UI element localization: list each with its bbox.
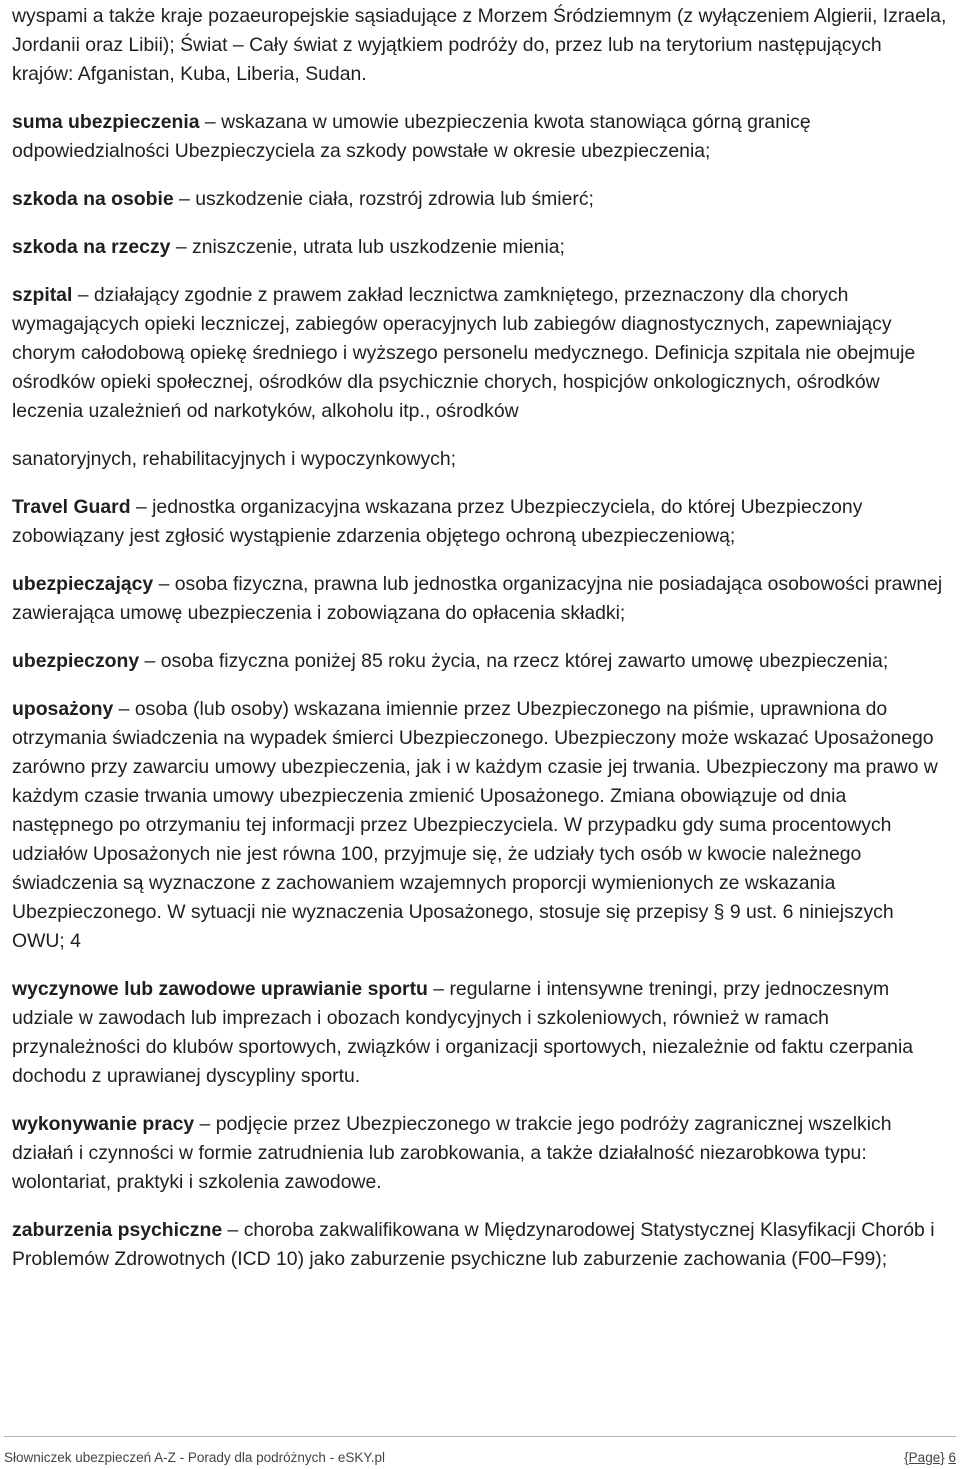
definition-term: uposażony	[12, 698, 114, 720]
definition-travel-guard	[12, 493, 948, 551]
definition-text: – osoba (lub osoby) wskazana imiennie przez Ubezpieczonego na piśmie, uprawniona do otrzymania świadczenia na wypadek śmierci Ubezpieczonego. Ubezpieczony może wskazać Uposażonego zarówno przy zawarciu umowy ubezpieczenia, jak i w każdym czasie jej trwania. Ubezpieczony ma prawo w każdym czasie trwania umowy ubezpieczenia zmienić Uposażonego. Zmiana obowiązuje od dnia następnego po otrzymaniu tej informacji przez Ubezpieczyciela. W przypadku gdy suma procentowych udziałów Uposażonych nie jest równa 100, przyjmuje się, że udziały tych osób w kwocie należnego świadczenia są wyznaczone z zachowaniem wzajemnych proporcji wymienionych ze wskazania Ubezpieczonego. W sytuacji nie wyznaczenia Uposażonego, stosuje się przepisy § 9 ust. 6 niniejszych OWU; 4	[12, 698, 938, 952]
definition-wykonywanie-pracy	[12, 1110, 948, 1197]
definition-szpital	[12, 281, 948, 426]
definition-term: wyczynowe lub zawodowe uprawianie sportu	[12, 978, 428, 1000]
definition-text: – regularne i intensywne treningi, przy jednoczesnym udziale w zawodach lub imprezach i obozach kondycyjnych i szkoleniowych, również w ramach przynależności do klubów sportowych, związków i organizacji sportowych, niezależnie od faktu czerpania dochodu z uprawianej dyscypliny sportu.	[12, 978, 914, 1087]
footer-source-title: Słowniczek ubezpieczeń A-Z - Porady dla podróżnych - eSKY.pl	[4, 1450, 385, 1465]
definition-text: – uszkodzenie ciała, rozstrój zdrowia lub śmierć;	[173, 188, 594, 210]
definition-term: Travel Guard	[12, 496, 131, 518]
definition-szkoda-na-osobie	[12, 185, 948, 214]
definition-text: – podjęcie przez Ubezpieczonego w trakcie jego podróży zagranicznej wszelkich działań i czynności w formie zatrudnienia lub zarobkowania, a także działalność niezarobkowa typu: wolontariat, praktyki i szkolenia zawodowe.	[12, 1113, 892, 1193]
definition-term: szkoda na rzeczy	[12, 236, 171, 258]
definition-szkoda-na-rzeczy	[12, 233, 948, 262]
definition-text: – wskazana w umowie ubezpieczenia kwota stanowiąca górną granicę odpowiedzialności Ubezpieczyciela za szkody powstałe w okresie ubezpieczenia;	[12, 111, 811, 162]
definition-term: szkoda na osobie	[12, 188, 174, 210]
definition-text: – jednostka organizacyjna wskazana przez Ubezpieczyciela, do której Ubezpieczony zobowiązany jest zgłosić wystąpienie zdarzenia objętego ochroną ubezpieczeniową;	[12, 496, 863, 547]
definition-text: sanatoryjnych, rehabilitacyjnych i wypoczynkowych;	[12, 448, 457, 470]
definition-ubezpieczajacy	[12, 570, 948, 628]
definition-zaburzenia-psychiczne	[12, 1216, 948, 1274]
definition-szpital-continuation	[12, 445, 948, 474]
footer-page-field: {Page}	[904, 1450, 945, 1465]
footer-page-value: 6	[948, 1450, 956, 1465]
definition-suma-ubezpieczenia	[12, 108, 948, 166]
definition-continuation	[12, 2, 948, 89]
document-body	[12, 2, 948, 1293]
definition-term: ubezpieczający	[12, 573, 154, 595]
definition-term: ubezpieczony	[12, 650, 140, 672]
definition-term: zaburzenia psychiczne	[12, 1219, 223, 1241]
definition-term: szpital	[12, 284, 73, 306]
definition-term: wykonywanie pracy	[12, 1113, 195, 1135]
definition-text: – działający zgodnie z prawem zakład lecznictwa zamkniętego, przeznaczony dla chorych wymagających opieki leczniczej, zabiegów operacyjnych lub zabiegów diagnostycznych, zapewniający chorym całodobową opiekę średniego i wyższego personelu medycznego. Definicja szpitala nie obejmuje ośrodków opieki społecznej, ośrodków dla psychicznie chorych, hospicjów onkologicznych, ośrodków leczenia uzależnień od narkotyków, alkoholu itp., ośrodków	[12, 284, 916, 422]
footer-divider	[4, 1436, 956, 1437]
definition-text: – osoba fizyczna, prawna lub jednostka organizacyjna nie posiadająca osobowości prawnej zawierająca umowę ubezpieczenia i zobowiązana do opłacenia składki;	[12, 573, 943, 624]
footer-page-number	[904, 1450, 956, 1466]
definition-term: suma ubezpieczenia	[12, 111, 200, 133]
definition-text: wyspami a także kraje pozaeuropejskie sąsiadujące z Morzem Śródziemnym (z wyłączeniem Algierii, Izraela, Jordanii oraz Libii); Świat – Cały świat z wyjątkiem podróży do, przez lub na terytorium następujących krajów: Afganistan, Kuba, Liberia, Sudan.	[12, 5, 947, 85]
definition-text: – choroba zakwalifikowana w Międzynarodowej Statystycznej Klasyfikacji Chorób i Problemów Zdrowotnych (ICD 10) jako zaburzenie psychiczne lub zaburzenie zachowania (F00–F99);	[12, 1219, 935, 1270]
definition-uposazony	[12, 695, 948, 956]
definition-text: – osoba fizyczna poniżej 85 roku życia, na rzecz której zawarto umowę ubezpieczenia;	[139, 650, 889, 672]
definition-ubezpieczony	[12, 647, 948, 676]
definition-text: – zniszczenie, utrata lub uszkodzenie mienia;	[170, 236, 565, 258]
definition-wyczynowe-uprawianie-sportu	[12, 975, 948, 1091]
